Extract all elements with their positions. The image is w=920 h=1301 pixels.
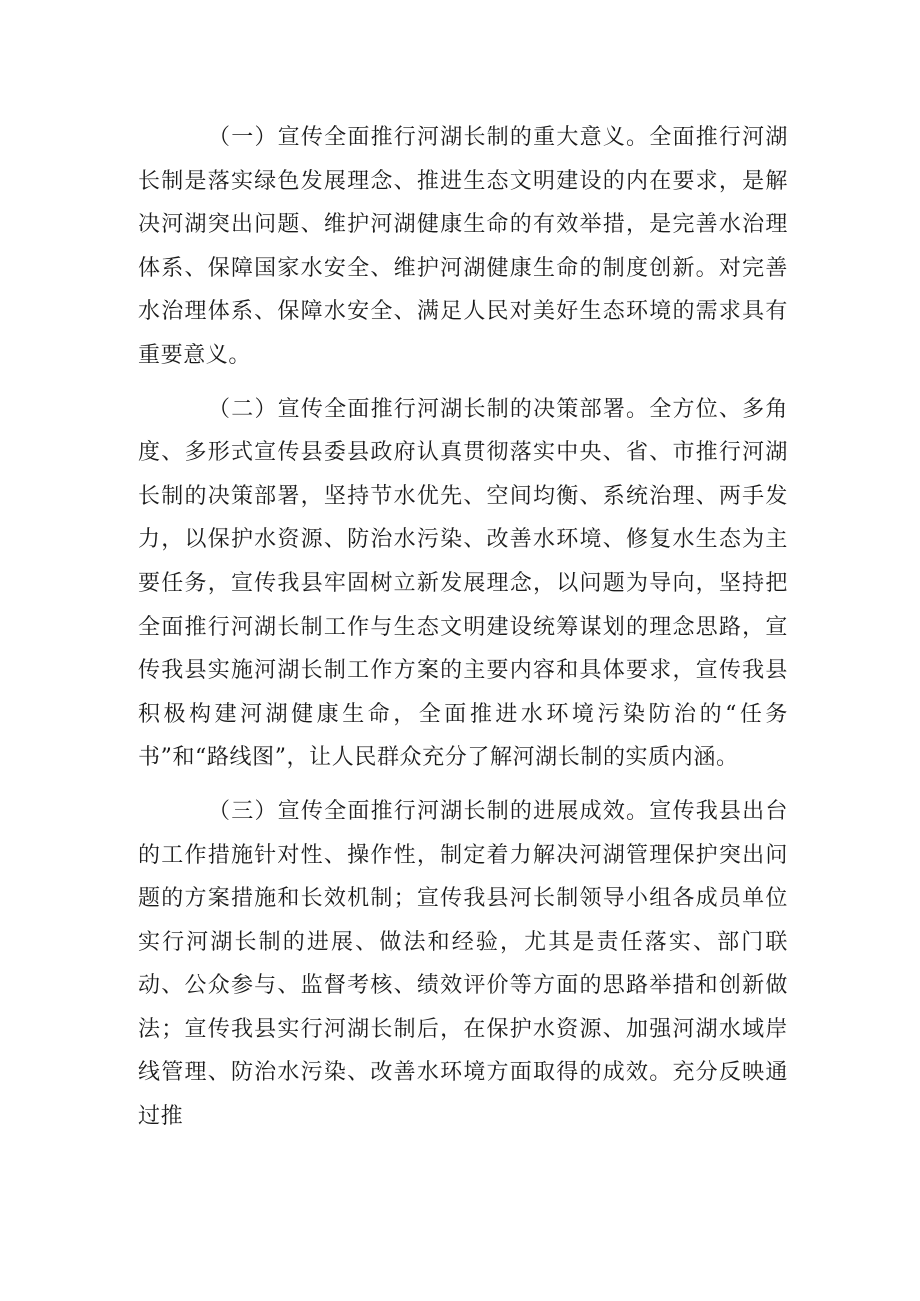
paragraph-1-significance: （一）宣传全面推行河湖长制的重大意义。全面推行河湖长制是落实绿色发展理念、推进生态文明建设的内在要求，是解决河湖突出问题、维护河湖健康生命的有效举措，是完善水治理体系、保障国家水安全、维护河湖健康生命的制度创新。对完善水治理体系、保障水安全、满足人民对美好生态环境的需求具有重要意义。 <box>138 125 788 368</box>
paragraph-3-progress: （三）宣传全面推行河湖长制的进展成效。宣传我县出台的工作措施针对性、操作性，制定着力解决河湖管理保护突出问题的方案措施和长效机制；宣传我县河长制领导小组各成员单位实行河湖长制的进展、做法和经验，尤其是责任落实、部门联动、公众参与、监督考核、绩效评价等方面的思路举措和创新做法；宣传我县实行河湖长制后，在保护水资源、加强河湖水域岸线管理、防治水污染、改善水环境方面取得的成效。充分反映通过推 <box>138 798 788 1130</box>
document-body <box>138 116 788 1139</box>
paragraph-2-deployment: （二）宣传全面推行河湖长制的决策部署。全方位、多角度、多形式宣传县委县政府认真贯彻落实中央、省、市推行河湖长制的决策部署，坚持节水优先、空间均衡、系统治理、两手发力，以保护水资源、防治水污染、改善水环境、修复水生态为主要任务，宣传我县牢固树立新发展理念，以问题为导向，坚持把全面推行河湖长制工作与生态文明建设统筹谋划的理念思路，宣传我县实施河湖长制工作方案的主要内容和具体要求，宣传我县积极构建河湖健康生命，全面推进水环境污染防治的“任务书”和“路线图”，让人民群众充分了解河湖长制的实质内涵。 <box>138 396 788 771</box>
